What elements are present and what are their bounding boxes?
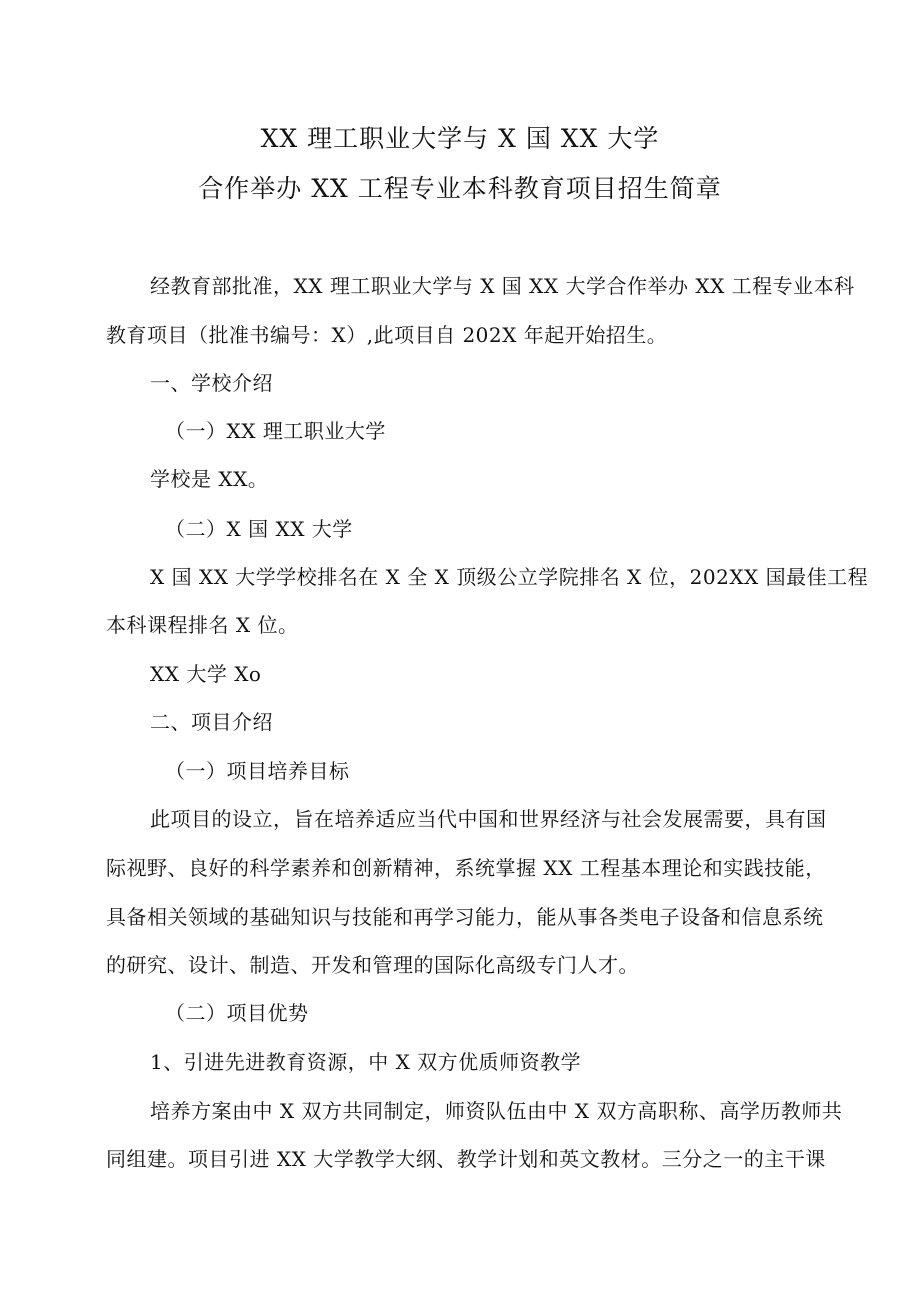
project-goal-line-2: 际视野、良好的科学素养和创新精神，系统掌握 XX 工程基本理论和实践技能， (106, 856, 826, 880)
section-heading-school-intro: 一、学校介绍 (150, 371, 273, 395)
subheading-school-1: （一）XX 理工职业大学 (165, 419, 386, 443)
project-goal-line-3: 具备相关领域的基础知识与技能和再学习能力，能从事各类电子设备和信息系统 (106, 905, 824, 929)
intro-paragraph-line-2: 教育项目（批准书编号：X）,此项目自 202X 年起开始招生。 (106, 323, 668, 347)
document-title-line-1: XX 理工职业大学与 X 国 XX 大学 (260, 124, 660, 153)
subheading-school-2: （二）X 国 XX 大学 (165, 517, 353, 541)
school-2-description-line-2: 本科课程排名 X 位。 (106, 613, 299, 637)
advantage-1-line-1: 培养方案由中 X 双方共同制定，师资队伍由中 X 双方高职称、高学历教师共 (150, 1099, 843, 1123)
subheading-project-advantages: （二）项目优势 (165, 1001, 309, 1025)
subheading-project-goal: （一）项目培养目标 (165, 759, 350, 783)
project-goal-line-4: 的研究、设计、制造、开发和管理的国际化高级专门人才。 (106, 953, 639, 977)
project-goal-line-1: 此项目的设立，旨在培养适应当代中国和世界经济与社会发展需要，具有国 (150, 807, 827, 831)
section-heading-project-intro: 二、项目介绍 (150, 710, 273, 734)
advantage-1-line-2: 同组建。项目引进 XX 大学教学大纲、教学计划和英文教材。三分之一的主干课 (106, 1147, 826, 1171)
intro-paragraph-line-1: 经教育部批准，XX 理工职业大学与 X 国 XX 大学合作举办 XX 工程专业本科 (150, 274, 855, 298)
document-title-line-2: 合作举办 XX 工程专业本科教育项目招生简章 (198, 174, 722, 203)
advantage-1-title: 1、引进先进教育资源，中 X 双方优质师资教学 (150, 1050, 582, 1074)
school-1-description: 学校是 XX。 (150, 467, 269, 491)
school-2-description-line-1: X 国 XX 大学学校排名在 X 全 X 顶级公立学院排名 X 位，202XX 国最佳工程 (150, 565, 869, 589)
school-2-extra-note: XX 大学 Xo (150, 662, 262, 686)
